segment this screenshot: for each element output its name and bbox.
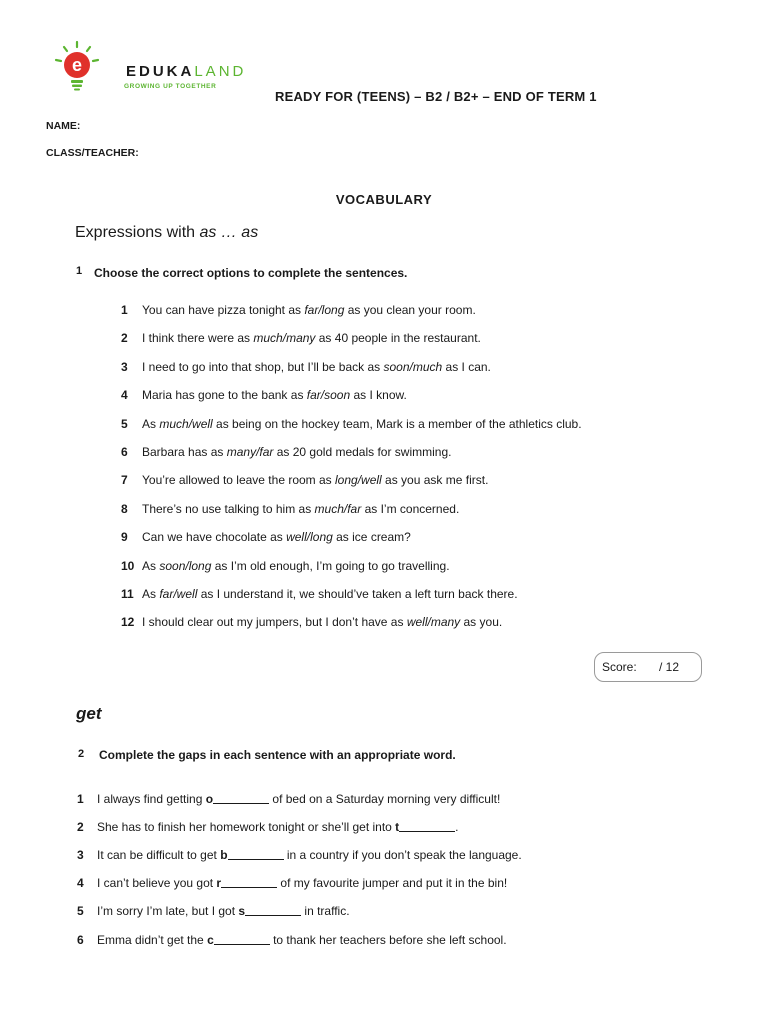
item-sentence: I’m sorry I’m late, but I got s in traffic.	[97, 904, 350, 919]
answer-options[interactable]: many/far	[226, 445, 274, 459]
item-sentence: I think there were as much/many as 40 people in the restaurant.	[142, 331, 481, 346]
answer-blank[interactable]	[213, 803, 269, 804]
item-sentence: As soon/long as I’m old enough, I’m going to go travelling.	[142, 558, 450, 573]
answer-options[interactable]: much/well	[159, 416, 213, 431]
item-sentence: She has to finish her homework tonight or she’ll get into t .	[97, 820, 459, 835]
exercise-instruction: Choose the correct options to complete the sentences.	[94, 266, 408, 280]
svg-text:e: e	[71, 55, 83, 75]
exercise-instruction: Complete the gaps in each sentence with an appropriate word.	[99, 748, 456, 762]
answer-options[interactable]: soon/long	[159, 558, 212, 573]
item-number: 6	[77, 932, 84, 947]
logo-wordmark: EDUKALAND	[126, 63, 247, 80]
first-letter-hint: c	[207, 932, 214, 947]
lightbulb-logo-icon	[50, 38, 126, 100]
exercise-number: 1	[76, 265, 83, 277]
item-number: 5	[121, 416, 128, 431]
item-number: 11	[121, 587, 134, 601]
item-number: 4	[121, 388, 128, 403]
item-sentence: I always find getting o of bed on a Saturday morning very difficult!	[97, 792, 501, 806]
exercise1-list	[121, 303, 641, 633]
answer-options[interactable]: well/many	[406, 615, 461, 630]
first-letter-hint: t	[395, 820, 400, 835]
score-label: Score:	[602, 660, 637, 674]
item-sentence: I should clear out my jumpers, but I don’t have as well/many as you.	[142, 615, 503, 630]
score-value: / 12	[659, 660, 680, 674]
item-number: 7	[121, 473, 128, 488]
edukaland-logo	[50, 38, 270, 100]
answer-options[interactable]: soon/much	[383, 359, 443, 374]
item-number: 3	[77, 848, 84, 863]
item-number: 12	[121, 615, 135, 630]
item-number: 1	[77, 792, 84, 806]
item-number: 1	[121, 303, 128, 317]
item-sentence: Can we have chocolate as well/long as ice cream?	[142, 530, 411, 545]
answer-blank[interactable]	[214, 944, 270, 945]
item-sentence: You can have pizza tonight as far/long as you clean your room.	[142, 303, 476, 317]
first-letter-hint: o	[205, 792, 214, 806]
answer-blank[interactable]	[221, 887, 277, 888]
exercise2-list	[77, 792, 597, 952]
item-sentence: I need to go into that shop, but I’ll be back as soon/much as I can.	[142, 359, 491, 374]
item-sentence: I can’t believe you got r of my favourite jumper and put it in the bin!	[97, 876, 508, 891]
class-teacher-label: CLASS/TEACHER:	[46, 147, 139, 159]
answer-blank[interactable]	[399, 831, 455, 832]
item-sentence: It can be difficult to get b in a country if you don’t speak the language.	[97, 848, 522, 863]
item-number: 2	[121, 331, 128, 346]
item-number: 5	[77, 904, 84, 919]
score-box	[594, 652, 702, 682]
section-heading: VOCABULARY	[335, 192, 433, 207]
part1-heading: Expressions with as … as	[75, 224, 259, 241]
item-number: 2	[77, 820, 84, 835]
answer-options[interactable]: far/soon	[306, 388, 351, 403]
item-sentence: Barbara has as many/far as 20 gold medals for swimming.	[142, 445, 452, 459]
name-label: NAME:	[46, 120, 81, 132]
item-sentence: As much/well as being on the hockey team, Mark is a member of the athletics club.	[142, 416, 582, 431]
part2-heading: get	[76, 704, 102, 723]
item-number: 4	[77, 876, 84, 891]
item-sentence: You’re allowed to leave the room as long/well as you ask me first.	[142, 473, 489, 488]
item-sentence: As far/well as I understand it, we should’ve taken a left turn back there.	[142, 587, 518, 601]
first-letter-hint: r	[216, 876, 222, 891]
item-sentence: Maria has gone to the bank as far/soon as I know.	[142, 388, 407, 403]
document-title: READY FOR (TEENS) – B2 / B2+ – END OF TERM 1	[275, 89, 597, 104]
answer-options[interactable]: far/long	[304, 303, 345, 317]
answer-options[interactable]: long/well	[335, 473, 382, 488]
answer-options[interactable]: much/many	[253, 331, 316, 346]
answer-blank[interactable]	[245, 915, 301, 916]
item-number: 3	[121, 359, 128, 374]
item-number: 10	[121, 558, 135, 573]
answer-options[interactable]: much/far	[314, 501, 362, 516]
answer-options[interactable]: well/long	[286, 530, 333, 545]
first-letter-hint: b	[220, 848, 228, 863]
first-letter-hint: s	[238, 904, 246, 919]
item-sentence: Emma didn’t get the c to thank her teachers before she left school.	[97, 932, 507, 947]
answer-blank[interactable]	[228, 859, 284, 860]
item-sentence: There’s no use talking to him as much/far as I’m concerned.	[142, 501, 460, 516]
item-number: 9	[121, 530, 128, 545]
item-number: 6	[121, 445, 128, 459]
exercise-number: 2	[78, 748, 85, 760]
answer-options[interactable]: far/well	[159, 587, 198, 601]
item-number: 8	[121, 501, 128, 516]
logo-tagline: GROWING UP TOGETHER	[124, 83, 217, 90]
